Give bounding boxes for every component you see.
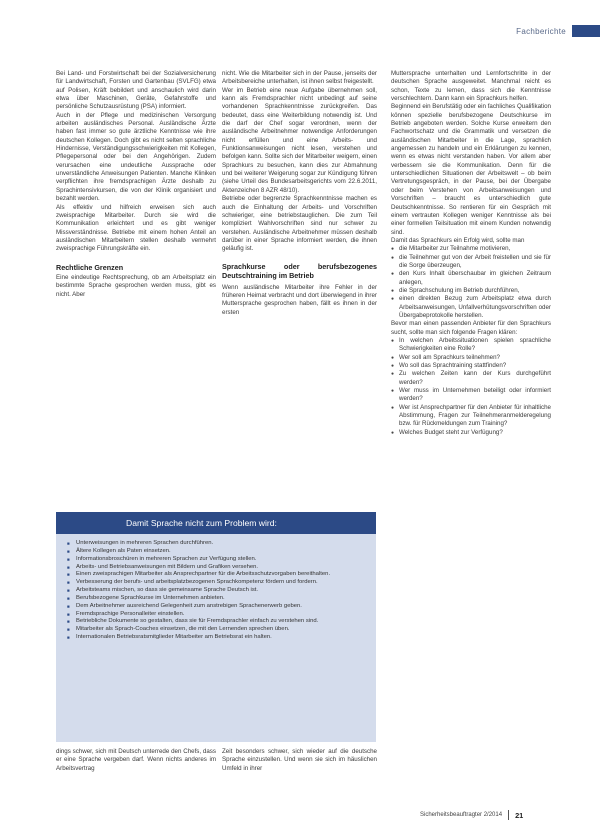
col3-paragraph-2: Beginnend ein Berufstätig oder ein fachliches Qualifikation können spezielle berufsbezogene Deutschkurse im Betrieb angeboten werden. Solche Kurse erweitern den Fachwortschatz und die Grammatik und versetzen die ausländischen Mitarbeiter in die Lage, sprachlich angemessen zu handeln und ein Erklärungen zu kennen, wenn es etwas nicht verstanden haben. Vor allem aber verbessern sie die Kommunikation. Denn für die unterschiedlichen Situationen der Arbeitswelt – ob beim Vertretungsgespräch, in der Pause, bei der Übergabe oder beim Verstehen von Arbeitsanweisungen und Vorschriften – braucht es unterschiedlich gute Deutschkenntnisse. So rentieren für ein Gespräch mit einem vertrauten Kollegen weniger Kenntnisse als bei einer formellen Teilsituation mit einem Kunden notwendig sind. — [391, 103, 551, 236]
heading-rechtliche-grenzen: Rechtliche Grenzen — [56, 262, 124, 272]
info-box — [56, 512, 376, 742]
list-item: ■ Verbesserung der berufs- und arbeitsplatzbezogenen Sprachkompetenz fördern und fordern. — [66, 579, 366, 587]
list-item: ■ Betriebliche Dokumente so gestalten, dass sie für Fremdsprachler einfach zu verstehen sind. — [66, 618, 366, 626]
section-label: Fachberichte — [516, 26, 566, 36]
list-item: ■ Arbeits- und Betriebsanweisungen mit Bildern und Grafiken versehen. — [66, 564, 366, 572]
list-item: ■ Internationalen Betriebsratsmitglieder Mitarbeiter am Betriebsrat ein halten. — [66, 634, 366, 642]
footer-source: Sicherheitsbeauftragter 2/2014 — [420, 812, 503, 818]
col2-paragraph-4: Wenn ausländische Mitarbeiter ihre Fehler in der früheren Heimat verbracht und dort überwiegend in ihrer Muttersprache gesprochen haben, fällt es ihnen in der ersten — [222, 283, 377, 316]
heading-sprachkurse: Sprachkurse oder berufsbezogenes Deutschtraining im Betrieb — [222, 261, 377, 280]
list-item: ● die Sprachschulung im Betrieb durchführen, — [391, 287, 551, 295]
column-1 — [56, 70, 216, 299]
list-item: ■ Fremdsprachige Personalleiter einstellen. — [66, 611, 366, 619]
col2-paragraph-2: Wer im Betrieb eine neue Aufgabe übernehmen soll, kann als Fremdsprachler nicht unbedingt auf seine vorhandenen Sprachkenntnisse zurückgreifen. Das bedeutet, dass eine Weiterbildung notwendig ist. Und die darf der Chef sogar verordnen, wenn der ausländische Arbeitnehmer notwendige Anforderungen nicht erfüllen und eine Arbeits- und Funktionsanweisungen nicht lesen, verstehen und befolgen kann. Sollte sich der Mitarbeiter weigern, einen Sprachkurs zu besuchen, kann dies zur Abmahnung und bei weiterer Weigerung sogar zur Kündigung führen (siehe Urteil des Bundesarbeitsgerichts vom 22.6.2011, Aktenzeichen 8 AZR 48/10). — [222, 86, 377, 194]
list-item: ● die Teilnehmer gut von der Arbeit freistellen und sie für die Sorge überzeugen, — [391, 254, 551, 271]
list-item: ■ Mitarbeiter als Sprach-Coaches einsetzen, die mit den Lernenden sprechen üben. — [66, 626, 366, 634]
list-item: ● In welchen Arbeitssituationen spielen sprachliche Schwierigkeiten eine Rolle? — [391, 337, 551, 354]
below-box-right-text: Zeit besonders schwer, sich wieder auf die deutsche Sprache einzustellen. Und wenn sie sich im häuslichen Umfeld in ihrer — [222, 748, 377, 772]
list-item: ■ Berufsbezogene Sprachkurse im Unternehmen anbieten. — [66, 595, 366, 603]
column-2 — [222, 70, 377, 317]
list-item: ● einen direkten Bezug zum Arbeitsplatz etwa durch Arbeitsanweisungen, Unfallverhütungsvorschriften oder Übergabeprotokolle herstellen. — [391, 295, 551, 320]
list-item: ■ Informationsbroschüren in mehreren Sprachen zur Verfügung stellen. — [66, 556, 366, 564]
col1-paragraph-1: Bei Land- und Forstwirtschaft bei der Sozialversicherung für Landwirtschaft, Forsten und Gartenbau (SVLFG) etwa auf Polisen, Kräft bebildert und anschaulich wird darin etwa über Maschinen, Geräte, Gefahrstoffe und persönliche Schutzausrüstung (PSA) informiert. — [56, 70, 216, 111]
list-item: ■ Unterweisungen in mehreren Sprachen durchführen. — [66, 540, 366, 548]
list-item: ● Welches Budget steht zur Verfügung? — [391, 429, 551, 437]
col2-paragraph-3: Betriebe oder begrenzte Sprachkenntnisse machen es auch die Einhaltung der Arbeits- und Vorschriften schwieriger, eine betriebstauglichen. Die zum Teil kompliziert Wahlvorschriften sind nur schwer zu verstehen. Ausländische Arbeitnehmer müssen deshalb darüber in einer Sprache informiert werden, die ihnen geläufig ist. — [222, 195, 377, 253]
info-box-list — [56, 540, 376, 642]
list-item: ● Wer soll am Sprachkurs teilnehmen? — [391, 354, 551, 362]
list-item: ● den Kurs Inhalt überschaubar im gleichen Zeitraum anlegen, — [391, 270, 551, 287]
list-item: ■ Ältere Kollegen als Paten einsetzen. — [66, 548, 366, 556]
section-tag — [516, 24, 600, 38]
column-3 — [391, 70, 551, 437]
list-item: ● Zu welchen Zeiten kann der Kurs durchgeführt werden? — [391, 370, 551, 387]
info-box-title: Damit Sprache nicht zum Problem wird: — [126, 518, 277, 528]
page-number: 21 — [515, 810, 524, 820]
list-item: ■ Einen zweisprachigen Mitarbeiter als Ansprechpartner für die Arbeitsschutzvorgaben bereithalten. — [66, 571, 366, 579]
info-box-header — [56, 512, 376, 534]
col3-paragraph-1: Muttersprache unterhalten und Lernfortschritte in der deutschen Sprache ausgeweitet. Manchmal reicht es schon, Texte zu lernen, dass sich die Kenntnisse verschlechtern. Dann kann ein Sprachkurs helfen. — [391, 70, 551, 103]
page-footer — [420, 810, 523, 820]
col1-paragraph-3: Als effektiv und hilfreich erweisen sich auch zweisprachige Mitarbeiter. Durch sie wird die Kommunikation erleichtert und es gibt weniger Missverständnisse. Betriebe mit einem hohen Anteil an ausländischen Mitarbeitern stellen deshalb vermehrt zweisprachige Führungskräfte ein. — [56, 203, 216, 253]
col3-paragraph-3: Damit das Sprachkurs ein Erfolg wird, sollte man — [391, 236, 525, 244]
col1-paragraph-4: Eine eindeutige Rechtsprechung, ob am Arbeitsplatz ein bestimmte Sprache gesprochen werden muss, gibt es nicht. Aber — [56, 273, 216, 298]
list-item: ● Wo soll das Sprachtraining stattfinden? — [391, 362, 551, 370]
list-item: ● die Mitarbeiter zur Teilnahme motivieren, — [391, 245, 551, 253]
list-item: ● Wer ist Ansprechpartner für den Anbieter für inhaltliche Abstimmung, Fragen zur Teilnehmeranmelderegelung bzw. für Rückmeldungen zum Training? — [391, 404, 551, 429]
below-box-left-text: dings schwer, sich mit Deutsch unterrede den Chefs, dass er eine Sprache vergeben darf. Wenn nichts anderes im Arbeitsvertrag — [56, 748, 216, 772]
course-success-list — [391, 245, 551, 320]
col2-paragraph-1: nicht. Wie die Mitarbeiter sich in der Pause, jenseits der Arbeitsbereiche unterhalten, ist ihnen selbst freigestellt. — [222, 70, 377, 86]
col1-paragraph-2: Auch in der Pflege und medizinischen Versorgung arbeiten ausländisches Personal. Ausländische Ärzte haben fast immer so gute ärztliche Kenntnisse wie ihre deutschen Kollegen. Doch gibt es nicht selten sprachliche Hindernisse, Verständigungsschwierigkeiten mit Kollegen, Pflegepersonal oder bei den Angehörigen. Zudem verursachen eine undeutliche Aussprache oder unverständliche Anweisungen Patienten. Manche Kliniken verpflichten ihre fremdsprachigen Ärzte deshalb zu Sprachintensivkursen, die von der Klinik organisiert und bezahlt werden. — [56, 111, 216, 203]
list-item: ■ Arbeitsteams mischen, so dass sie gemeinsame Sprache Deutsch ist. — [66, 587, 366, 595]
list-item: ● Wer muss im Unternehmen beteiligt oder informiert werden? — [391, 387, 551, 404]
list-item: ■ Dem Arbeitnehmer ausreichend Gelegenheit zum anstrebigen Sprachenerwerb geben. — [66, 603, 366, 611]
col3-paragraph-4: Bevor man einen passenden Anbieter für den Sprachkurs sucht, sollte man sich folgende Fragen klären: — [391, 320, 551, 336]
section-color-bar — [572, 25, 600, 37]
provider-questions-list — [391, 337, 551, 437]
footer-divider — [508, 810, 509, 820]
